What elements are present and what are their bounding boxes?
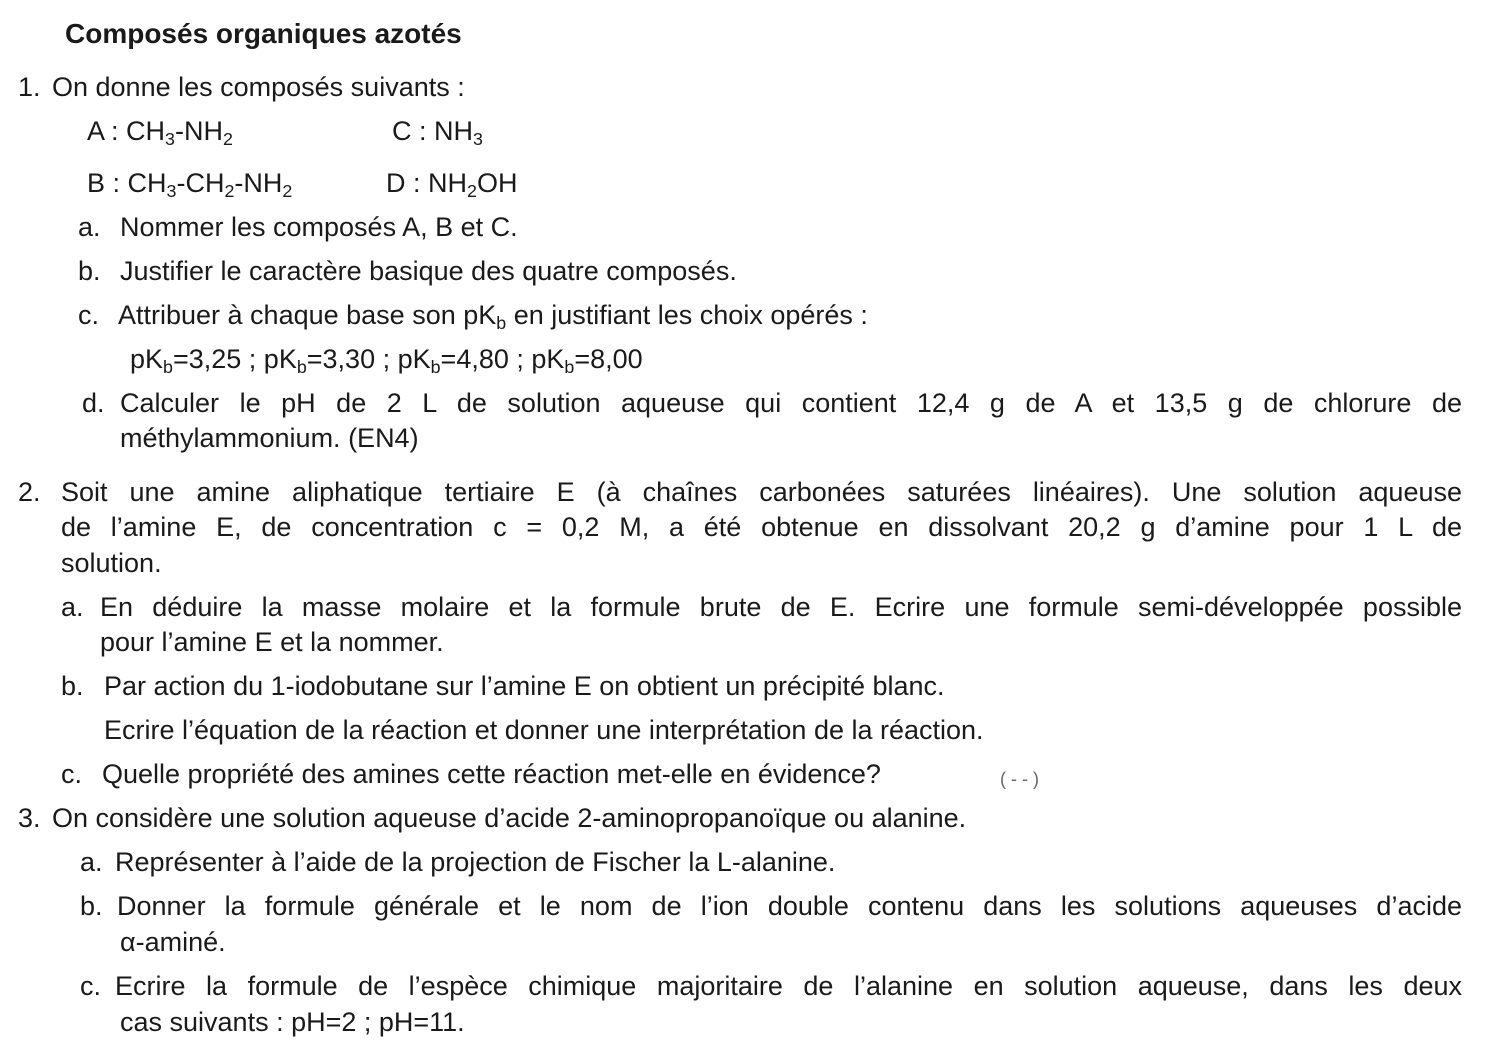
compound-d-formula: $NH_2OH$ — [428, 168, 518, 201]
q2-b-line1: Par action du 1-iodobutane sur l’amine E on obtient un précipité blanc. — [104, 671, 945, 701]
q1-d-line2: méthylammonium. (EN4) — [120, 423, 419, 453]
compound-a-formula: $CH_3-NH_2$ — [126, 116, 233, 149]
q2-a-letter: a. — [61, 592, 84, 622]
q1-d-line1: Calculer le pH de 2 L de solution aqueuse qui contient 12,4 g de A et 13,5 g de chlorure de — [120, 388, 1462, 418]
pkb-values: $pK_b=3,25$ ; $pK_b=3,30$ ; $pK_b=4,80$ ; $pK_b=8,00$ — [130, 344, 643, 377]
compound-d — [386, 168, 518, 201]
compound-b-formula: $CH_3-CH_2-NH_2$ — [127, 168, 293, 201]
compound-b — [87, 168, 293, 201]
pkb-value-3: 4,80 — [456, 344, 509, 374]
compound-a — [87, 116, 233, 149]
question-2-line3: solution. — [61, 548, 162, 578]
q2-b-letter: b. — [61, 671, 84, 701]
q1-c-text: Attribuer à chaque base son $pK_b$ en justifiant les choix opérés : — [118, 300, 868, 333]
q2-a-line2: pour l’amine E et la nommer. — [100, 627, 444, 657]
question-2-line1: Soit une amine aliphatique tertiaire E (à chaînes carbonées saturées linéaires). Une solution aqueuse — [61, 477, 1462, 507]
q3-c-letter: c. — [80, 971, 102, 1001]
q1-b-text: Justifier le caractère basique des quatre composés. — [120, 256, 737, 286]
question-2-line2: de l’amine E, de concentration c = 0,2 M, a été obtenue en dissolvant 20,2 g d’amine pour 1 L de — [61, 512, 1462, 542]
question-1-intro: On donne les composés suivants : — [52, 72, 465, 102]
question-2-number: 2. — [18, 477, 41, 507]
q2-b-line2: Ecrire l’équation de la réaction et donner une interprétation de la réaction. — [104, 715, 984, 745]
q2-c-stray-mark: ( - - ) — [1000, 769, 1039, 789]
compound-d-label: D : — [386, 168, 421, 198]
q1-c-letter: c. — [78, 300, 100, 330]
q2-c-text: Quelle propriété des amines cette réaction met-elle en évidence? — [102, 759, 881, 789]
compound-c — [392, 116, 483, 149]
q1-b-letter: b. — [78, 256, 101, 286]
q3-b-line1: Donner la formule générale et le nom de l’ion double contenu dans les solutions aqueuses d’acide — [117, 891, 1462, 921]
q2-a-line1: En déduire la masse molaire et la formule brute de E. Ecrire une formule semi-développée possible — [100, 592, 1462, 622]
q2-c-letter: c. — [61, 759, 83, 789]
compound-c-label: C : — [392, 116, 427, 146]
q3-c-line1: Ecrire la formule de l’espèce chimique majoritaire de l’alanine en solution aqueuse, dans les deux — [115, 971, 1462, 1001]
question-3-number: 3. — [18, 803, 41, 833]
q3-b-letter: b. — [80, 891, 103, 921]
q3-c-line2: cas suivants : pH=2 ; pH=11. — [120, 1007, 465, 1037]
q1-d-letter: d. — [82, 388, 105, 418]
compound-c-formula: $NH_3$ — [434, 116, 483, 149]
compound-a-label: A : — [87, 116, 119, 146]
q3-b-line2: α-aminé. — [120, 927, 226, 957]
question-1-number: 1. — [18, 72, 41, 102]
q1-a-text: Nommer les composés A, B et C. — [120, 212, 518, 242]
q1-a-letter: a. — [78, 212, 101, 242]
question-3-intro: On considère une solution aqueuse d’acide 2-aminopropanoïque ou alanine. — [52, 803, 967, 833]
compound-b-label: B : — [87, 168, 121, 198]
pkb-value-2: 3,30 — [322, 344, 376, 374]
pkb-value-4: 8,00 — [590, 344, 643, 374]
q3-a-text: Représenter à l’aide de la projection de Fischer la L-alanine. — [115, 847, 836, 877]
q3-a-letter: a. — [80, 847, 103, 877]
pkb-value-1: 3,25 — [188, 344, 242, 374]
page-title: Composés organiques azotés — [65, 18, 462, 49]
